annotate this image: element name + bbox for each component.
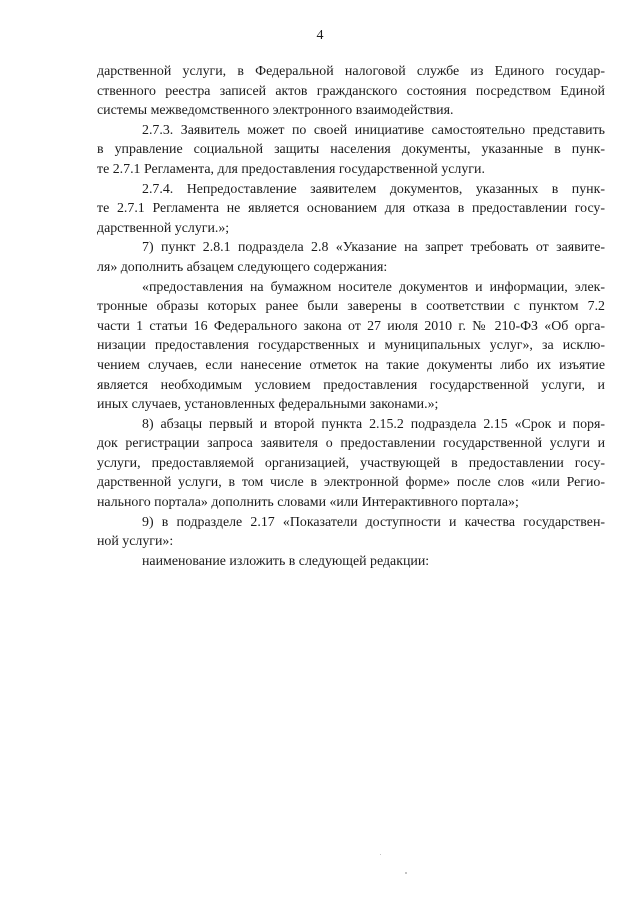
text-line: иных случаев, установленных федеральными законами.»;: [97, 397, 439, 413]
text-line: является необходимым условием предоставления государственной услуги, и: [97, 377, 605, 393]
text-line: нального портала» дополнить словами «или Интерактивного портала»;: [97, 495, 519, 511]
text-line: «предоставления на бумажном носителе документов и информации, элек-: [142, 279, 605, 295]
text-line: ственного реестра записей актов гражданского состояния посредством Единой: [97, 83, 605, 99]
text-line: чением случаев, если нанесение отметок на такие документы либо их изъятие: [97, 357, 605, 373]
text-line: в управление социальной защиты населения документы, указанные в пунк-: [97, 142, 605, 158]
text-line: те 2.7.1 Регламента не является основанием для отказа в предоставлении госу-: [97, 201, 605, 217]
text-line: системы межведомственного электронного взаимодействия.: [97, 103, 454, 119]
text-line: дарственной услуги, в том числе в электронной форме» после слов «или Регио-: [97, 475, 605, 491]
page-number: 4: [316, 28, 324, 43]
text-line: низации предоставления государственных и муниципальных услуг», за исклю-: [97, 338, 605, 354]
text-line: 7) пункт 2.8.1 подраздела 2.8 «Указание на запрет требовать от заявите-: [142, 240, 605, 256]
text-line: док регистрации запроса заявителя о предоставлении государственной услуги и: [97, 436, 605, 452]
text-line: 2.7.4. Непредоставление заявителем документов, указанных в пунк-: [142, 181, 605, 197]
text-line: тронные образы которых ранее были заверены в соответствии с пунктом 7.2: [97, 299, 605, 315]
text-line: дарственной услуги, в Федеральной налоговой службе из Единого государ-: [97, 64, 605, 79]
text-line: наименование изложить в следующей редакции:: [142, 553, 430, 569]
text-line: те 2.7.1 Регламента, для предоставления государственной услуги.: [97, 161, 485, 177]
text-line: части 1 статьи 16 Федерального закона от 27 июля 2010 г. № 210-ФЗ «Об орга-: [97, 318, 605, 334]
text-line: 8) абзацы первый и второй пункта 2.15.2 подраздела 2.15 «Срок и поря-: [142, 416, 605, 432]
text-line: дарственной услуги.»;: [97, 220, 230, 236]
text-line: ля» дополнить абзацем следующего содержания:: [97, 259, 388, 275]
text-line: 9) в подразделе 2.17 «Показатели доступности и качества государствен-: [142, 514, 605, 530]
scan-speck: [405, 872, 407, 874]
scan-speck: [380, 854, 381, 855]
text-line: 2.7.3. Заявитель может по своей инициативе самостоятельно представить: [142, 122, 605, 138]
text-line: услуги, предоставляемой организацией, участвующей в предоставлении госу-: [97, 455, 605, 471]
text-line: ной услуги»:: [97, 534, 174, 550]
body-text: [97, 62, 605, 571]
